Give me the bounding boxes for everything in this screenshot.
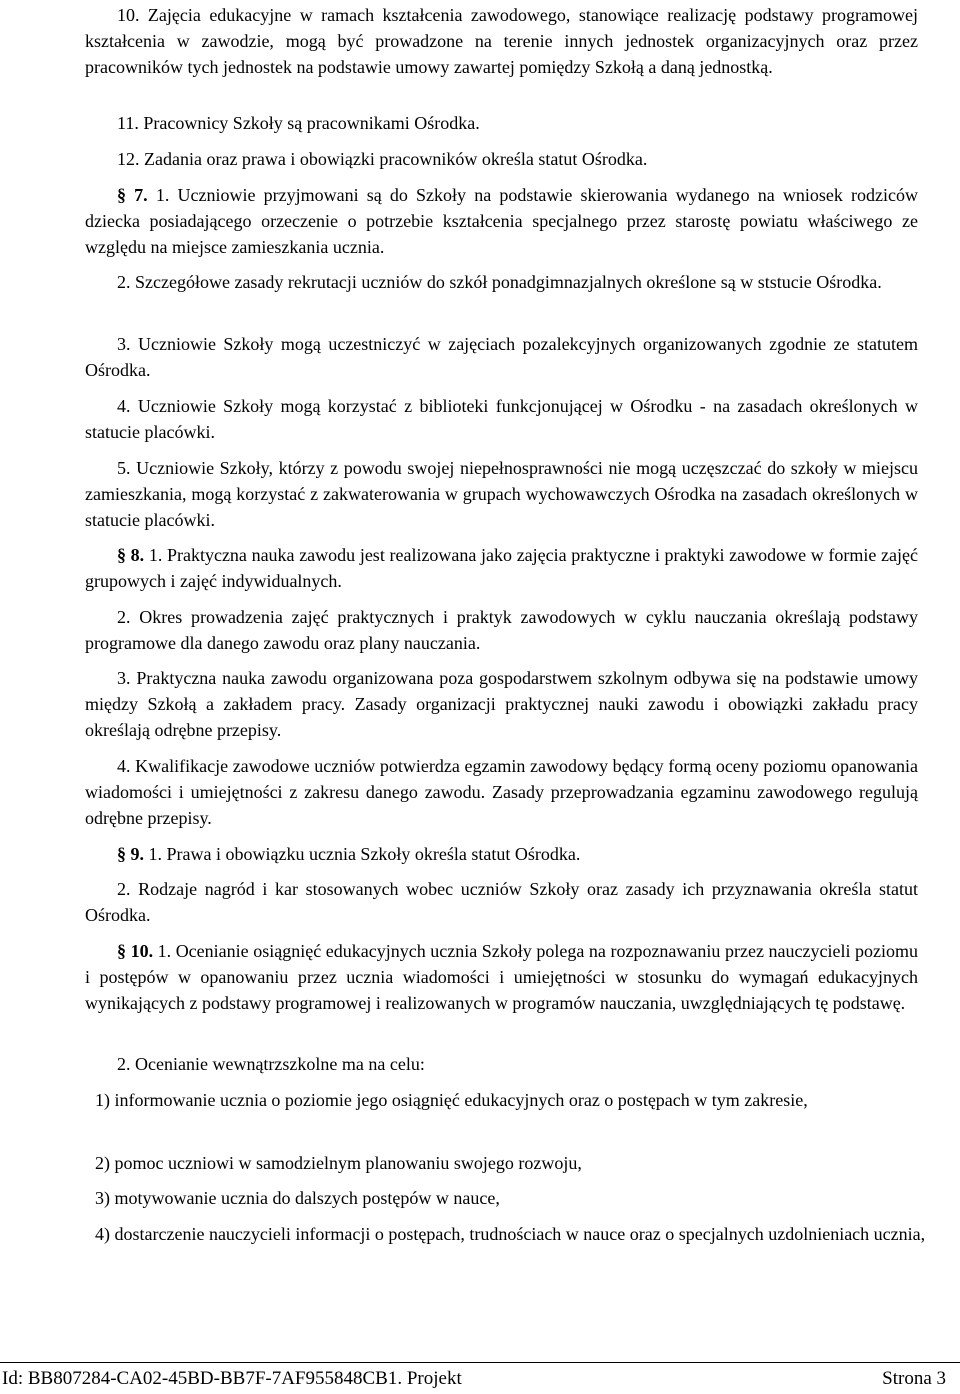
section-8-paragraph-2 [85, 604, 918, 656]
section-sign: § [117, 941, 126, 961]
section-7-paragraph-2 [85, 269, 918, 295]
list-item-text: 1) informowanie ucznia o poziomie jego osiągnięć edukacyjnych oraz o postępach w tym zakresie, [95, 1090, 808, 1110]
list-item [95, 1221, 940, 1247]
section-7-label: 7. [134, 185, 148, 205]
list-item-text: 2) pomoc uczniowi w samodzielnym planowaniu swojego rozwoju, [95, 1153, 582, 1173]
paragraph-text: 1. Praktyczna nauka zawodu jest realizowana jako zajęcia praktyczne i praktyki zawodowe w formie zajęć grupowych i zajęć indywidualnych. [85, 545, 919, 591]
footer-divider [0, 1362, 960, 1363]
paragraph-text: 2. Okres prowadzenia zajęć praktycznych i praktyk zawodowych w cyklu nauczania określają podstawy programowe dla danego zawodu oraz plany nauczania. [85, 607, 918, 653]
section-sign: § [117, 844, 126, 864]
list-item-text: 4) dostarczenie nauczycieli informacji o postępach, trudnościach w nauce oraz o specjalnych uzdolnieniach ucznia, [95, 1224, 926, 1244]
section-7-paragraph-3 [85, 331, 918, 383]
paragraph-text: 1. Uczniowie przyjmowani są do Szkoły na podstawie skierowania wydanego na wniosek rodziców dziecka posiadającego orzeczenie o potrzebie kształcenia specjalnego przez starostę powiatu właściwego ze względu na miejsce zamieszkania ucznia. [85, 185, 918, 257]
section-8-label: 8. [130, 545, 145, 565]
list-item [95, 1087, 940, 1113]
paragraph-text: 2. Rodzaje nagród i kar stosowanych wobec uczniów Szkoły oraz zasady ich przyznawania określa statut Ośrodka. [85, 879, 918, 925]
paragraph-text: 3. Praktyczna nauka zawodu organizowana poza gospodarstwem szkolnym odbywa się na podstawie umowy między Szkołą a zakładem pracy. Zasady organizacji praktycznej nauki zawodu i obowiązki zakładu pracy określają odrębne przepisy. [85, 668, 918, 740]
section-10-label: 10. [130, 941, 154, 961]
paragraph-text: 11. Pracownicy Szkoły są pracownikami Ośrodka. [117, 113, 480, 133]
section-7-paragraph-1 [85, 182, 918, 260]
section-10-paragraph-1 [85, 938, 918, 1016]
list-item [95, 1150, 940, 1176]
paragraph-text: 1. Prawa i obowiązku ucznia Szkoły określa statut Ośrodka. [148, 844, 581, 864]
paragraph-text: 2. Ocenianie wewnątrzszkolne ma na celu: [117, 1054, 425, 1074]
section-9-paragraph-1 [85, 841, 918, 867]
section-9-paragraph-2 [85, 876, 918, 928]
list-item [95, 1185, 940, 1211]
paragraph-12 [85, 146, 918, 172]
paragraph-text: 10. Zajęcia edukacyjne w ramach kształcenia zawodowego, stanowiące realizację podstawy programowej kształcenia w zawodzie, mogą być prowadzone na terenie innych jednostek organizacyjnych oraz przez pracowników tych jednostek na podstawie umowy zawartej pomiędzy Szkołą a daną jednostką. [85, 5, 918, 77]
section-8-paragraph-4 [85, 753, 918, 831]
paragraph-text: 3. Uczniowie Szkoły mogą uczestniczyć w zajęciach pozalekcyjnych organizowanych zgodnie ze statutem Ośrodka. [85, 334, 918, 380]
section-sign: § [117, 185, 126, 205]
footer-document-id: Id: BB807284-CA02-45BD-BB7F-7AF955848CB1. Projekt [2, 1368, 462, 1389]
paragraph-text: 12. Zadania oraz prawa i obowiązki pracowników określa statut Ośrodka. [117, 149, 648, 169]
paragraph-text: 2. Szczegółowe zasady rekrutacji uczniów do szkół ponadgimnazjalnych określone są w ststucie Ośrodka. [117, 272, 882, 292]
paragraph-10 [85, 2, 918, 80]
section-10-paragraph-2 [85, 1051, 918, 1077]
paragraph-text: 1. Ocenianie osiągnięć edukacyjnych ucznia Szkoły polega na rozpoznawaniu przez nauczycieli poziomu i postępów w opanowaniu przez ucznia wiadomości i umiejętności w stosunku do wymagań edukacyjnych wynikających z podstawy programowej i realizowanych w programów nauczania, uwzględniających tę podstawę. [85, 941, 918, 1013]
paragraph-text: 4. Kwalifikacje zawodowe uczniów potwierdza egzamin zawodowy będący formą oceny poziomu opanowania wiadomości i umiejętności z zakresu danego zawodu. Zasady przeprowadzania egzaminu zawodowego regulują odrębne przepisy. [85, 756, 918, 828]
section-7-paragraph-5 [85, 455, 918, 533]
section-8-paragraph-1 [85, 542, 918, 594]
footer-page-number: Strona 3 [882, 1368, 946, 1389]
section-7-paragraph-4 [85, 393, 918, 445]
section-8-paragraph-3 [85, 665, 918, 743]
paragraph-text: 5. Uczniowie Szkoły, którzy z powodu swojej niepełnosprawności nie mogą uczęszczać do szkoły w miejscu zamieszkania, mogą korzystać z zakwaterowania w grupach wychowawczych Ośrodka na zasadach określonych w statucie placówki. [85, 458, 918, 530]
paragraph-11 [85, 110, 918, 136]
paragraph-text: 4. Uczniowie Szkoły mogą korzystać z biblioteki funkcjonującej w Ośrodku - na zasadach określonych w statucie placówki. [85, 396, 918, 442]
list-item-text: 3) motywowanie ucznia do dalszych postępów w nauce, [95, 1188, 500, 1208]
section-sign: § [117, 545, 126, 565]
section-9-label: 9. [130, 844, 144, 864]
